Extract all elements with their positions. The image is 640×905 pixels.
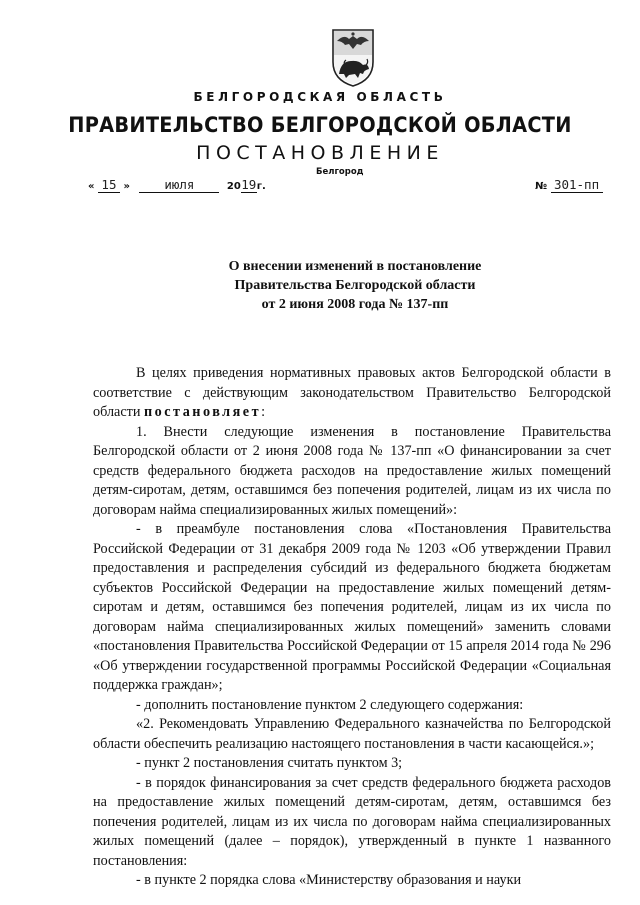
date-field (88, 177, 266, 193)
paragraph-4: «2. Рекомендовать Управлению Федерального казначейства по Белгородской области обеспечить реализацию настоящего постановления в части касающейся.»; (93, 716, 611, 752)
region-name: БЕЛГОРОДСКАЯ ОБЛАСТЬ (193, 90, 447, 104)
body-intro (93, 364, 611, 423)
title-line-2: Правительства Белгородской области (234, 278, 476, 293)
paragraph-1: 1. Внести следующие изменения в постановление Правительства Белгородской области от 2 июня 2008 года № 137-пп «О финансировании за счет средств федерального бюджета расходов на предоставление жилых помещений детям-сиротам, детям, оставшимся без попечения родителей, лицам из их числа по договорам найма специализированных жилых помещений»: (93, 423, 611, 518)
title-line-3: от 2 июня 2008 года № 137-пп (261, 297, 449, 312)
decree-number-field (535, 177, 603, 193)
decree-number: 301-пп (551, 177, 603, 193)
city-name: Белгород (316, 167, 364, 177)
date-month: июля (139, 177, 219, 193)
government-name: ПРАВИТЕЛЬСТВО БЕЛГОРОДСКОЙ ОБЛАСТИ (68, 113, 572, 137)
coat-of-arms-emblem (330, 28, 376, 88)
date-close-quote: » (123, 181, 130, 192)
coat-of-arms-icon (330, 28, 376, 88)
paragraph-3: - дополнить постановление пунктом 2 следующего содержания: (136, 696, 524, 713)
date-open-quote: « (88, 181, 95, 192)
document-type: ПОСТАНОВЛЕНИЕ (196, 142, 444, 164)
title-line-1: О внесении изменений в постановление (228, 259, 482, 274)
intro-keyword: постановляет (143, 404, 262, 420)
date-day: 15 (98, 177, 120, 193)
paragraph-6: - в порядок финансирования за счет средств федерального бюджета расходов на предоставление жилых помещений детям-сиротам, детям, оставшимся без попечения родителей, лицам из их числа по договорам найма специализированных жилых помещений (далее – порядок), утвержденный в пункте 1 названного постановления: (93, 774, 611, 869)
date-year-prefix: 20 (226, 181, 241, 192)
decree-number-label: № (535, 181, 548, 192)
paragraph-7: - в пункте 2 порядка слова «Министерству образования и науки (136, 872, 522, 888)
date-year-suffix: 19 (241, 177, 257, 192)
intro-end: : (261, 404, 266, 420)
document-title (0, 257, 640, 314)
intro-text: В целях приведения нормативных правовых актов Белгородской области в соответствие с действующим законодательством Правительство Белгородской области (93, 365, 611, 420)
paragraph-2: - в преамбуле постановления слова «Постановления Правительства Российской Федерации от 31 декабря 2009 года № 1203 «Об утверждении Правил предоставления и распределения субсидий из федерального бюджета бюджетам субъектов Российской Федерации на предоставление жилых помещений детям-сиротам и детям, оставшимся без попечения родителей, лицам из их числа по договорам найма специализированных жилых помещений» заменить словами «постановления Правительства Российской Федерации от 15 апреля 2014 года № 296 «Об утверждении государственной программы Российской Федерации «Социальная поддержка граждан»; (93, 521, 611, 693)
date-year-abbr: г. (256, 181, 266, 192)
paragraph-5: - пункт 2 постановления считать пунктом 3; (136, 755, 403, 771)
document-body (93, 364, 611, 891)
